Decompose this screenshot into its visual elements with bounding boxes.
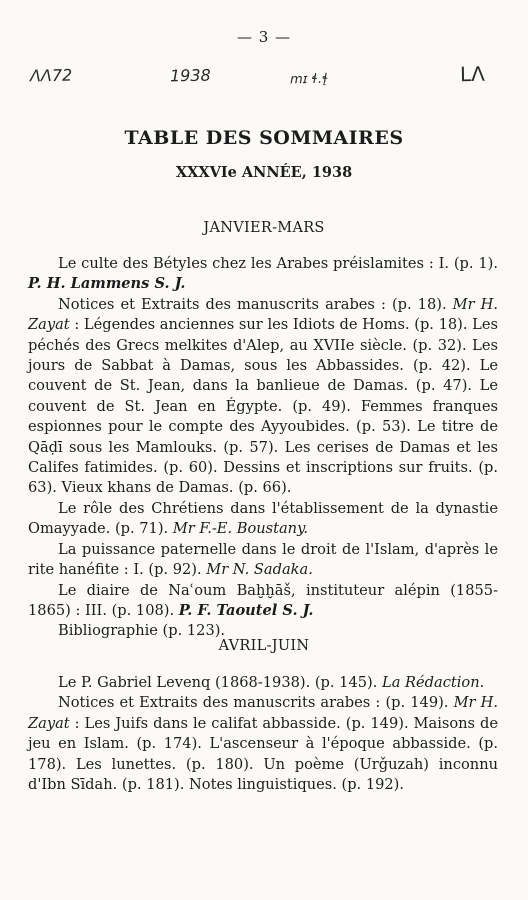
handwritten-annotation: 1938 [169,65,211,86]
handwritten-annotation: mɪ ɬ.ɬ̨ [289,71,329,88]
section-entries-janvier-mars [28,254,498,642]
entry-author: Mr H. Zayat [28,295,498,334]
section-heading-avril-juin: AVRIL-JUIN [218,638,310,654]
entry [28,581,498,622]
entry-text: Le diaire de Naʿoum Baḫḫāš, instituteur alépin (1855-1865) : III. (p. 108). [28,581,498,619]
entry-text: Notices et Extraits des manuscrits arabes : (p. 18). [58,295,453,313]
entry-text-continued: : Les Juifs dans le califat abbasside. (p. 149). Maisons de jeu en Islam. (p. 174). L'ascenseur à l'époque abbasside. (p. 178). Les lunettes. (p. 180). Un poème (Urǧuzah) inconnu d'Ibn Sīdah. (p. 181). Notes linguistiques. (p. 192). [28,714,498,794]
entry-author: Mr H. Zayat [28,694,498,732]
page-title: TABLE DES SOMMAIRES [124,127,404,149]
entry-text: Le P. Gabriel Levenq (1868-1938). (p. 145). [58,674,382,691]
entry-author: P. H. Lammens S. J. [28,275,186,293]
page-number: — 3 — [236,28,292,46]
section-heading-janvier-mars: JANVIER-MARS [203,220,325,236]
handwritten-annotation: ΛΛ72 [29,65,73,86]
year-subtitle: XXXVIe ANNÉE, 1938 [175,164,353,181]
entry-text: Le rôle des Chrétiens dans l'établissement de la dynastie Omayyade. (p. 71). [28,499,498,538]
section-entries-avril-juin [28,673,498,795]
entry-author: Mr N. Sadaka. [206,561,313,579]
entry-text: Bibliographie (p. 123). [58,622,226,640]
entry-text: La puissance paternelle dans le droit de l'Islam, d'après le rite hanéfite : I. (p. 92). [28,540,498,579]
entry-author: La Rédaction. [382,674,485,691]
entry-text: Le culte des Bétyles chez les Arabes préislamites : I. (p. 1). [58,255,498,272]
entry-text: Notices et Extraits des manuscrits arabes : (p. 149). [58,694,454,712]
entry-author: Mr F.-E. Boustany. [172,520,309,538]
entry [28,254,498,295]
entry [28,540,498,581]
handwritten-annotation: LΛ [459,61,486,87]
entry [28,673,498,693]
entry-author: P. F. Taoutel S. J. [178,601,314,619]
entry [28,693,498,795]
entry [28,295,498,499]
entry-text-continued: : Légendes anciennes sur les Idiots de Homs. (p. 18). Les péchés des Grecs melkites d'Alep, au XVIIe siècle. (p. 32). Les jours de Sabbat à Damas, sous les Abbassides. (p. 42). Le couvent de St. Jean, dans la banlieue de Damas. (p. 47). Le couvent de St. Jean en Égypte. (p. 49). Femmes franques espionnes pour le compte des Ayyoubides. (p. 53). Le titre de Qāḍī sous les Mamlouks. (p. 57). Les cerises de Damas et les Califes fatimides. (p. 60). Dessins et inscriptions sur fruits. (p. 63). Vieux khans de Damas. (p. 66). [28,316,498,497]
entry [28,499,498,540]
